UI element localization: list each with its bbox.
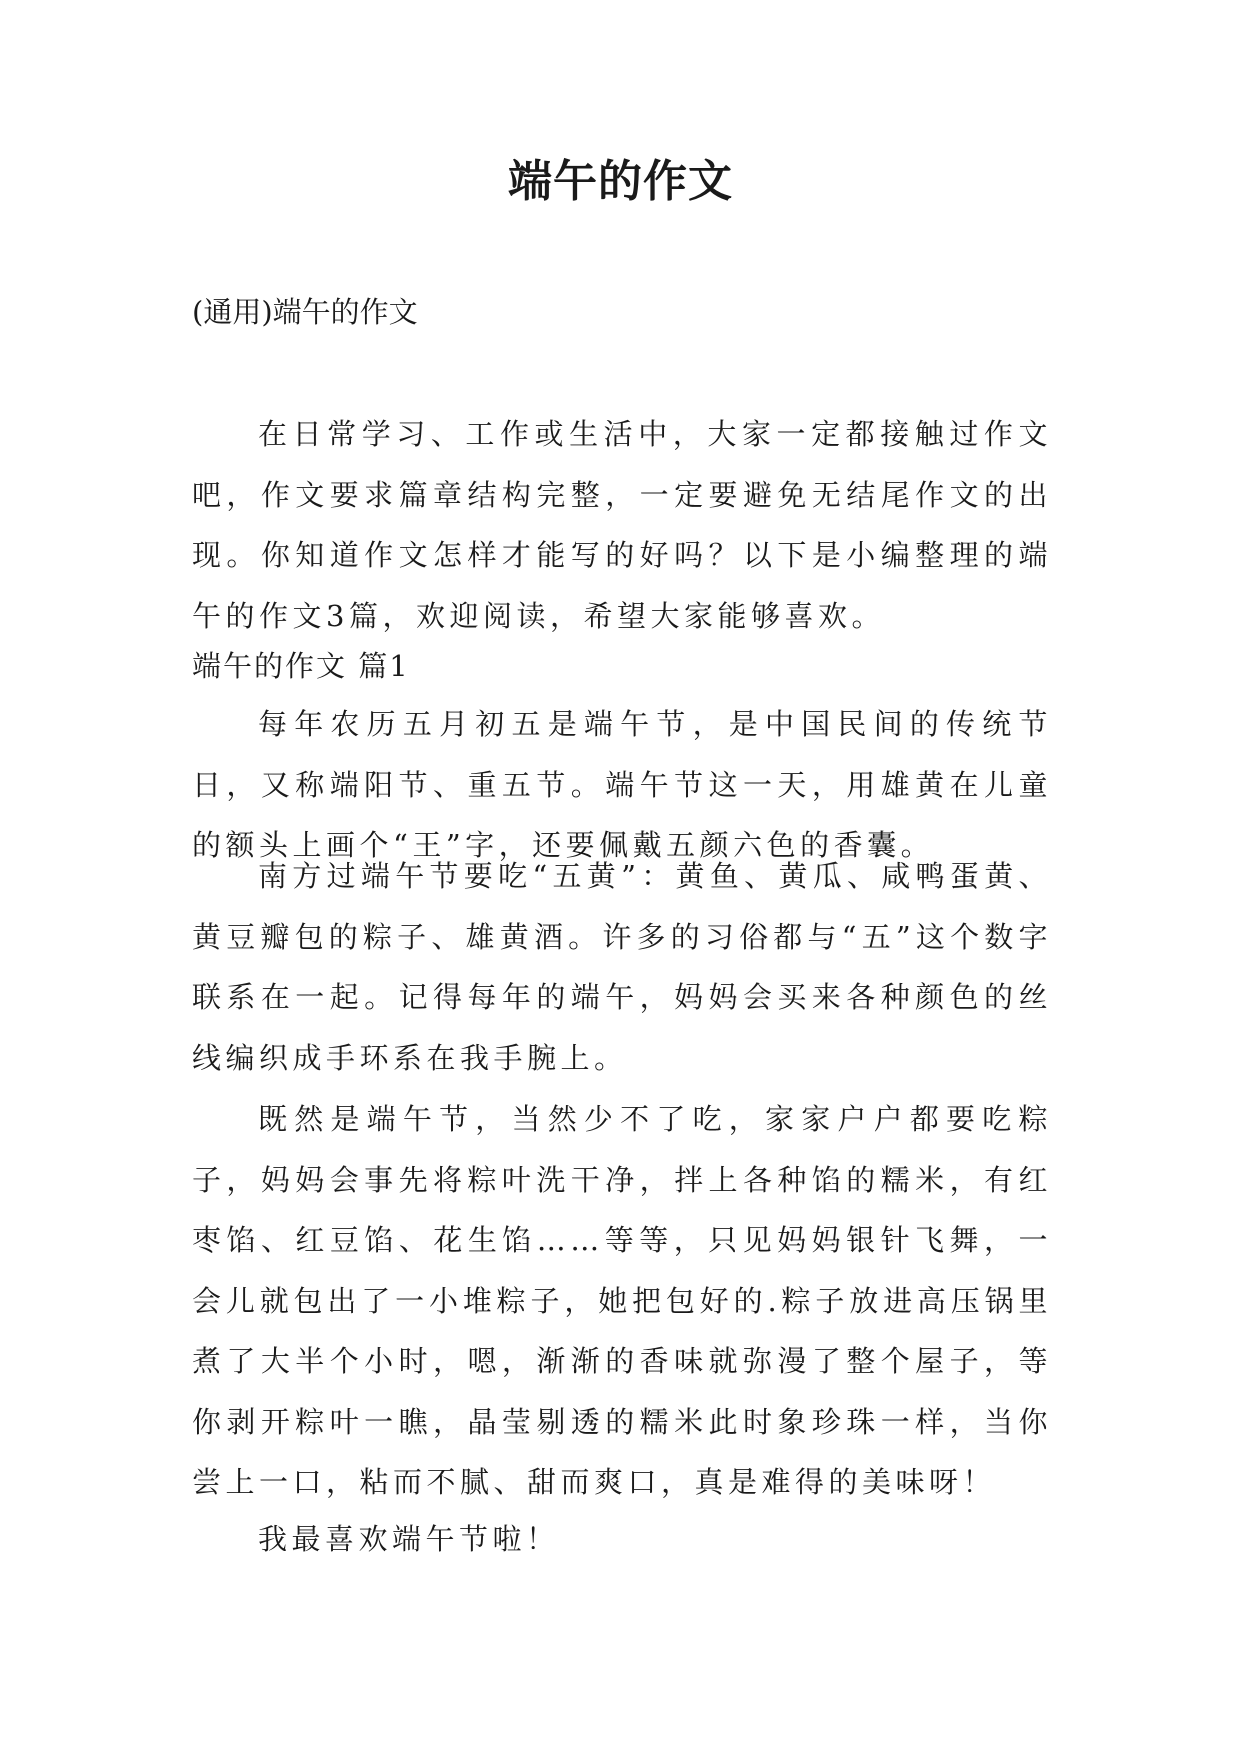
document-title: 端午的作文 [508, 156, 733, 207]
body-paragraph: 既然是端午节，当然少不了吃，家家户户都要吃粽子，妈妈会事先将粽叶洗干净，拌上各种馅的糯米，有红枣馅、红豆馅、花生馅……等等，只见妈妈银针飞舞，一会儿就包出了一小堆粽子，她把包好的.粽子放进高压锅里煮了大半个小时，嗯，渐渐的香味就弥漫了整个屋子，等你剥开粽叶一瞧，晶莹剔透的糯米此时象珍珠一样，当你尝上一口，粘而不腻、甜而爽口，真是难得的美味呀！ [192, 1102, 1052, 1499]
body-paragraph: 每年农历五月初五是端午节，是中国民间的传统节日，又称端阳节、重五节。端午节这一天，用雄黄在儿童的额头上画个“王”字，还要佩戴五颜六色的香囊。 [192, 707, 1052, 862]
document-subtitle: (通用)端午的作文 [192, 295, 418, 329]
section-heading: 端午的作文 篇1 [192, 649, 410, 683]
body-paragraph: 我最喜欢端午节啦！ [258, 1522, 560, 1556]
body-paragraph: 南方过端午节要吃“五黄”：黄鱼、黄瓜、咸鸭蛋黄、黄豆瓣包的粽子、雄黄酒。许多的习俗都与“五”这个数字联系在一起。记得每年的端午，妈妈会买来各种颜色的丝线编织成手环系在我手腕上。 [192, 859, 1052, 1075]
intro-paragraph: 在日常学习、工作或生活中，大家一定都接触过作文吧，作文要求篇章结构完整，一定要避免无结尾作文的出现。你知道作文怎样才能写的好吗？以下是小编整理的端午的作文3篇，欢迎阅读，希望大家能够喜欢。 [192, 417, 1052, 633]
